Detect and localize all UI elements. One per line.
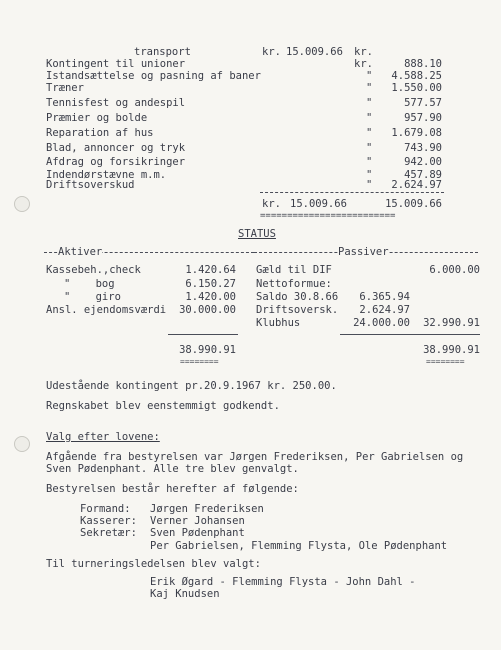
treasurer-label: Kasserer: (80, 515, 137, 527)
expense-mark: " (366, 179, 373, 191)
asset-label: " giro (64, 291, 121, 303)
liability-drift-label: Driftsoversk. (256, 304, 339, 316)
total-kr: kr. (262, 198, 281, 210)
tournament-names-line1: Erik Øgard - Flemming Flysta - John Dahl - (150, 576, 416, 588)
expense-mark: " (366, 156, 373, 168)
expense-amount: 577.57 (404, 97, 442, 109)
liabilities-sum-rule (340, 334, 480, 335)
expense-amount: 2.624.97 (391, 179, 442, 191)
status-heading: STATUS (238, 228, 276, 240)
transport-kr-right: kr. (354, 46, 373, 58)
liability-netto-label: Nettoformue: (256, 278, 332, 290)
chairman-label: Formand: (80, 503, 131, 515)
treasurer-name: Verner Johansen (150, 515, 245, 527)
expense-mark: " (366, 112, 373, 124)
board-intro: Bestyrelsen består herefter af følgende: (46, 483, 299, 495)
chairman-name: Jørgen Frederiksen (150, 503, 264, 515)
punch-hole-bottom (14, 436, 30, 452)
expense-label: Driftsoverskud (46, 179, 135, 191)
tournament-intro: Til turneringsledelsen blev valgt: (46, 558, 261, 570)
total-left-amount: 15.009.66 (290, 198, 347, 210)
election-heading: Valg efter lovene: (46, 431, 160, 443)
assets-total-rule: ======== (180, 357, 219, 366)
expense-amount: 457.89 (404, 169, 442, 181)
liabilities-total-rule: ======== (426, 357, 465, 366)
expense-label: Træner (46, 82, 84, 94)
expense-amount: 957.90 (404, 112, 442, 124)
expense-label: Istandsættelse og pasning af baner (46, 70, 261, 82)
expense-mark: " (366, 142, 373, 154)
total-double-rule: ========================= (260, 211, 396, 221)
sum-rule (260, 192, 444, 193)
board-members: Per Gabrielsen, Flemming Flysta, Ole Pødenphant (150, 540, 448, 552)
expense-label: Kontingent til unioner (46, 58, 186, 70)
expense-mark: " (366, 97, 373, 109)
expense-mark: " (366, 127, 373, 139)
asset-label: Ansl. ejendomsværdi (46, 304, 167, 316)
liability-gaeld-label: Gæld til DIF (256, 264, 332, 276)
expense-mark: " (366, 169, 373, 181)
liability-klubhus-amount: 24.000.00 (353, 317, 410, 329)
expense-label: Blad, annoncer og tryk (46, 142, 186, 154)
outstanding-dues-note: Udestående kontingent pr.20.9.1967 kr. 250.00. (46, 380, 337, 392)
expense-mark: kr. (354, 58, 373, 70)
secretary-label: Sekretær: (80, 527, 137, 539)
accounts-approved-note: Regnskabet blev eenstemmigt godkendt. (46, 400, 280, 412)
liability-gaeld-amount: 6.000.00 (429, 264, 480, 276)
transport-label: transport (134, 46, 191, 58)
expense-amount: 888.10 (404, 58, 442, 70)
expense-amount: 743.90 (404, 142, 442, 154)
assets-sum-rule (168, 334, 238, 335)
expense-label: Reparation af hus (46, 127, 154, 139)
expense-amount: 4.588.25 (391, 70, 442, 82)
asset-amount: 1.420.64 (185, 264, 236, 276)
transport-kr: kr. (262, 46, 281, 58)
expense-amount: 1.679.08 (391, 127, 442, 139)
election-text-line2: Sven Pødenphant. Alle tre blev genvalgt. (46, 463, 299, 475)
punch-hole-top (14, 196, 30, 212)
tournament-names-line2: Kaj Knudsen (150, 588, 220, 600)
liability-klubhus-total: 32.990.91 (423, 317, 480, 329)
election-text-line1: Afgående fra bestyrelsen var Jørgen Frederiksen, Per Gabrielsen og (46, 451, 464, 463)
asset-amount: 30.000.00 (179, 304, 236, 316)
total-right-amount: 15.009.66 (385, 198, 442, 210)
assets-total: 38.990.91 (179, 344, 236, 356)
asset-label: Kassebeh.,check (46, 264, 141, 276)
transport-amount: 15.009.66 (286, 46, 343, 58)
asset-amount: 1.420.00 (185, 291, 236, 303)
secretary-name: Sven Pødenphant (150, 527, 245, 539)
expense-mark: " (366, 70, 373, 82)
expense-label: Præmier og bolde (46, 112, 148, 124)
liability-drift-amount: 2.624.97 (359, 304, 410, 316)
expense-label: Tennisfest og andespil (46, 97, 186, 109)
passiver-label: Passiver (338, 246, 389, 258)
liability-klubhus-label: Klubhus (256, 317, 301, 329)
asset-amount: 6.150.27 (185, 278, 236, 290)
expense-label: Indendørstævne m.m. (46, 169, 167, 181)
liability-saldo-amount: 6.365.94 (359, 291, 410, 303)
expense-amount: 942.00 (404, 156, 442, 168)
asset-label: " bog (64, 278, 115, 290)
aktiver-label: Aktiver (58, 246, 103, 258)
liability-saldo-label: Saldo 30.8.66 (256, 291, 339, 303)
expense-amount: 1.550.00 (391, 82, 442, 94)
expense-mark: " (366, 82, 373, 94)
expense-label: Afdrag og forsikringer (46, 156, 186, 168)
liabilities-total: 38.990.91 (423, 344, 480, 356)
